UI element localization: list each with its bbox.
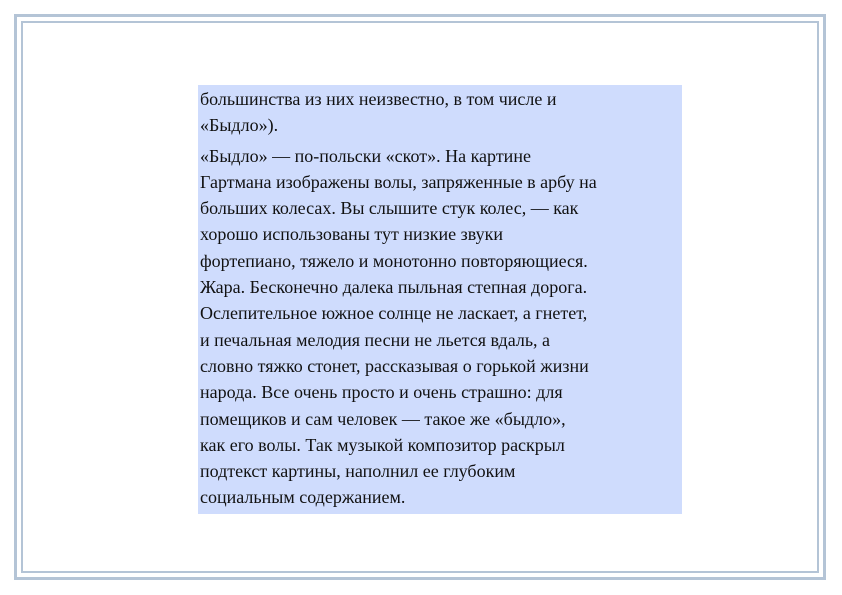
- text-line: «Быдло»).: [200, 115, 279, 136]
- text-line: фортепиано, тяжело и монотонно повторяющиеся.: [200, 250, 588, 271]
- paragraph-2: [200, 143, 680, 511]
- text-line: больших колесах. Вы слышите стук колес, — как: [200, 198, 579, 219]
- text-line: подтекст картины, наполнил ее глубоким: [200, 461, 516, 482]
- text-line: помещиков и сам человек — такое же «быдло»,: [200, 408, 566, 429]
- text-line: социальным содержанием.: [200, 487, 406, 508]
- text-line: и печальная мелодия песни не льется вдаль, а: [200, 329, 551, 350]
- text-line: «Быдло» — по-польски «скот». На картине: [200, 145, 531, 166]
- text-line: Ослепительное южное солнце не ласкает, а гнетет,: [200, 303, 588, 324]
- text-line: хорошо использованы тут низкие звуки: [200, 224, 503, 245]
- text-line: как его волы. Так музыкой композитор раскрыл: [200, 434, 565, 455]
- text-line: словно тяжко стонет, рассказывая о горькой жизни: [200, 355, 589, 376]
- text-line: Жара. Бесконечно далека пыльная степная дорога.: [200, 277, 588, 298]
- text-line: Гартмана изображены волы, запряженные в арбу на: [200, 171, 597, 192]
- paragraph-1: [200, 86, 680, 139]
- text-line: большинства из них неизвестно, в том числе и: [200, 89, 557, 109]
- text-line: народа. Все очень просто и очень страшно: для: [200, 382, 563, 403]
- text-block: [198, 85, 682, 514]
